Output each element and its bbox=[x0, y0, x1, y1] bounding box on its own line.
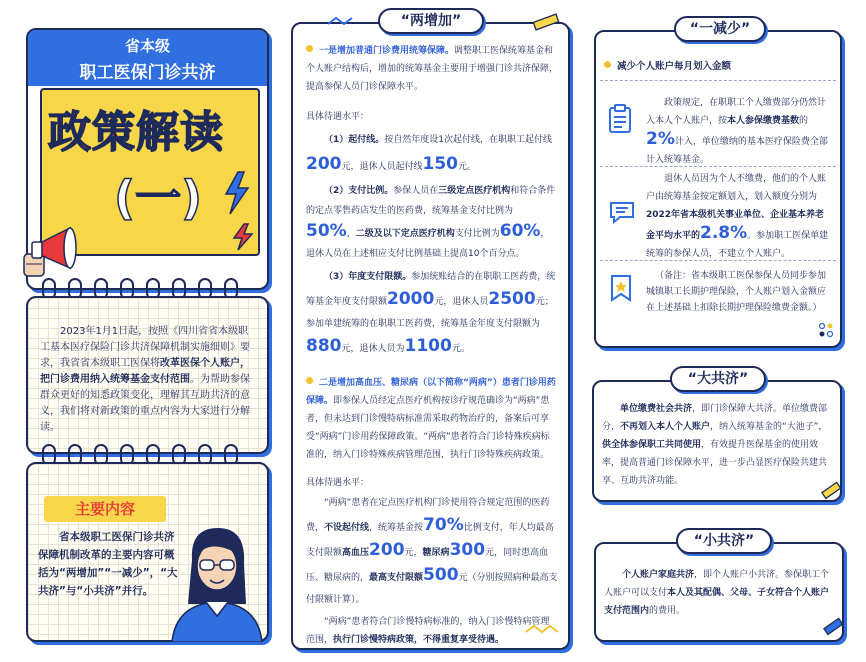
level-label-1: 具体待遇水平： bbox=[306, 112, 370, 122]
deco-pencil-blue-icon bbox=[820, 614, 846, 640]
deco-pencil-icon bbox=[530, 10, 562, 32]
level-label-2: 具体待遇水平： bbox=[306, 478, 370, 488]
main-content-title: 主要内容 bbox=[44, 496, 166, 522]
header-line1: 省本级 bbox=[124, 37, 170, 55]
level-item-3: （3）年度支付限额。参加统账结合的在职职工医药费，统筹基金年度支付限额2000元，退休人员2500元；参加单建统筹的在职职工医药费，统筹基金年度支付限额为880元，退休人员为1100元。 bbox=[306, 272, 556, 356]
intro-text: 2023年1月1日起，按照《四川省省本级职工基本医疗保险门诊共济保障机制实施细则》要求，我省省本级职工医保将改革医保个人账户，把门诊费用纳入统筹基金支付范围。为帮助参保群众更好的知悉政策变化，理解其互助共济的意义，我们将对新政策的重点内容为大家进行分解读。 bbox=[40, 326, 250, 433]
p2: 二是增加高血压、糖尿病（以下简称“两病”）患者门诊用药保障。即参保人员经定点医疗机构按诊疗规范确诊为“两病”患者，但未达到门诊慢特病标准需采取药物治疗的，备案后可享受“两病”门诊用药保障政策。“两病”患者符合门诊特殊疾病标准的，纳入门诊特殊疾病管理范围，执行门诊特殊疾病政策。 bbox=[306, 378, 556, 460]
small-pool-title: “小共济” bbox=[676, 528, 772, 554]
reduce-item-3: （备注：省本级职工医保参保人员同步参加城镇职工长期护理保险，个人账户划入金额应在上述基础上扣除长期护理保险缴费金额。） bbox=[646, 271, 827, 313]
lightning-small-icon bbox=[230, 222, 256, 252]
big-pool-title: “大共济” bbox=[670, 366, 766, 392]
title-policy: 政策 bbox=[48, 108, 136, 158]
deco-squiggle-icon bbox=[326, 14, 356, 30]
big-pool-text: 单位缴费社会共济，即门诊保障大共济。单位缴费部分，不再划入本人个人账户，纳入统筹基金的“大池子”，供全体参保职工共同使用，有效提升医保基金的使用效率，提高普通门诊保障水平，进一步凸显医疗保险共建共享、互助共济功能。 bbox=[602, 404, 828, 486]
middle-title: “两增加” bbox=[378, 8, 484, 34]
small-pool-text: 个人账户家庭共济，即个人账户小共济。参保职工个人账户可以支付本人及其配偶、父母、子女符合个人账户支付范围内的费用。 bbox=[604, 570, 830, 616]
level-item-1: （1）起付线。按自然年度设1次起付线，在职职工起付线200元，退休人员起付线150元。 bbox=[306, 135, 552, 174]
megaphone-icon bbox=[20, 210, 84, 280]
deco-wave-icon bbox=[524, 622, 560, 636]
girl-illustration bbox=[162, 520, 270, 642]
reduce-sep-1 bbox=[600, 80, 836, 81]
deco-dots-icon bbox=[818, 322, 836, 340]
bookmark-star-icon bbox=[610, 274, 632, 302]
p1: 一是增加普通门诊费用统筹保障。调整职工医保统筹基金和个人账户结构后，增加的统筹基金主要用于增强门诊共济保障，提高参保人员门诊保障水平。 bbox=[306, 46, 559, 92]
deco-pencil-small-icon bbox=[818, 478, 844, 504]
two-disease-item-1: “两病”患者在定点医疗机构门诊使用符合规定范围的医药费，不设起付线，统筹基金按70%比例支付，年人均最高支付限额高血压200元，糖尿病300元，同时患高血压、糖尿病的，最高支付限额500元（分别按照病种最高支付限额计算）。 bbox=[306, 498, 558, 605]
clipboard-icon bbox=[608, 104, 632, 134]
title-number: (一) bbox=[113, 171, 203, 225]
reduce-head: 减少个人账户每月划入金额 bbox=[604, 58, 834, 72]
header-line2: 职工医保门诊共济 bbox=[79, 63, 216, 83]
reduce-item-1: 政策规定，在职职工个人缴费部分仍然计入本人个人账户，按本人参保缴费基数的2%计入，单位缴纳的基本医疗保险费全部计入统筹基金。 bbox=[646, 98, 828, 165]
main-content-text: 省本级职工医保门诊共济保障机制改革的主要内容可概括为“两增加”“一减少”，“大共济”与“小共济”并行。 bbox=[38, 531, 178, 597]
title-main bbox=[48, 104, 258, 164]
intro-card bbox=[26, 296, 269, 454]
title-interpret: 解读 bbox=[136, 108, 224, 158]
level-item-2: （2）支付比例。参保人员在三级定点医疗机构和符合条件的定点零售药店发生的医药费，统筹基金支付比例为50%，二级及以下定点医疗机构支付比例为60%，退休人员在上述相应支付比例基础上提高10个百分点。 bbox=[306, 186, 556, 259]
lightning-icon bbox=[222, 170, 252, 216]
reduce-sep-3 bbox=[600, 260, 836, 261]
message-icon bbox=[608, 200, 636, 224]
middle-body bbox=[306, 42, 558, 649]
reduce-sep-2 bbox=[600, 166, 836, 167]
reduce-title: “一减少” bbox=[674, 16, 766, 42]
left-header-bar bbox=[28, 30, 267, 86]
reduce-item-2: 退休人员因为个人不缴费，他们的个人账户由统筹基金按定额划入，划入额度分别为2022年省本级机关事业单位、企业基本养老金平均水平的2.8%。参加职工医保单建统筹的参保人员，不建立个人账户。 bbox=[646, 174, 829, 259]
two-disease-item-2: “两病”患者符合门诊慢特病标准的，纳入门诊慢特病管理范围，执行门诊慢特病政策，不得重复享受待遇。 bbox=[306, 617, 550, 645]
